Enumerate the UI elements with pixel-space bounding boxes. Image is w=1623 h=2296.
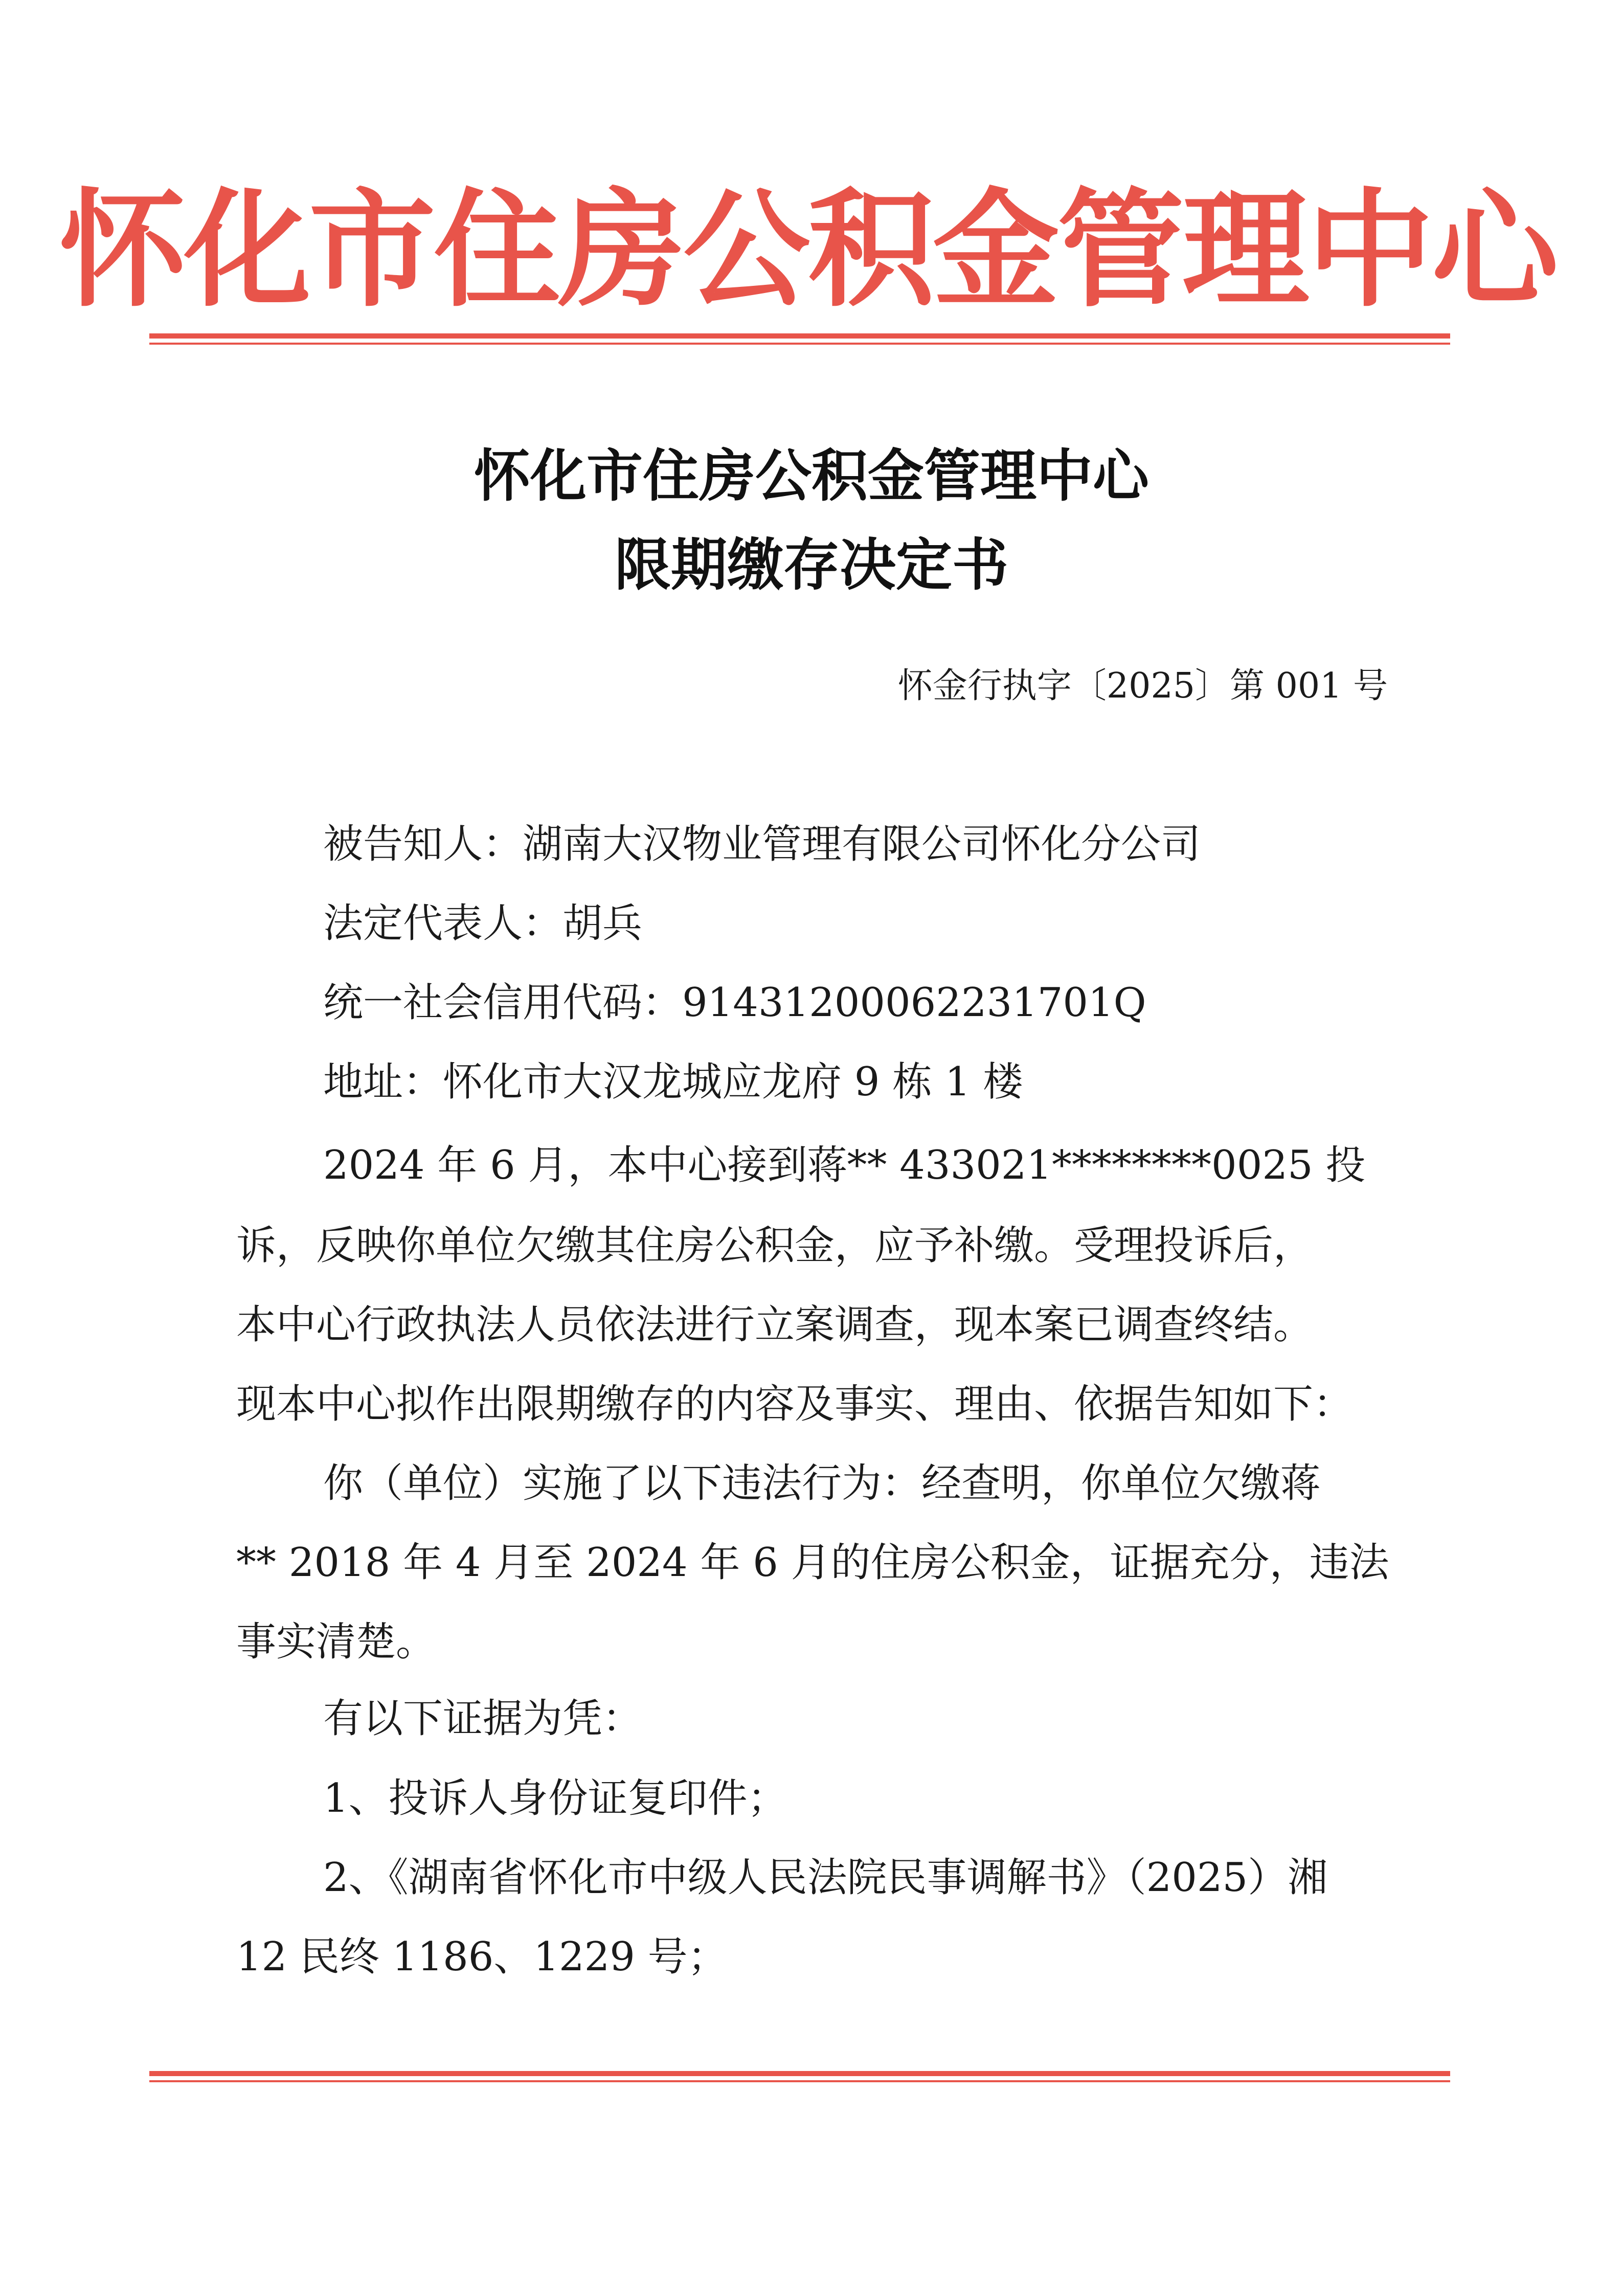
body-paragraph-line: 现本中心拟作出限期缴存的内容及事实、理由、依据告知如下： xyxy=(236,1381,1354,1427)
rule-thick-line xyxy=(149,2071,1450,2076)
evidence-item: 2、《湖南省怀化市中级人民法院民事调解书》（2025）湘 xyxy=(323,1855,1328,1901)
evidence-item: 1、投诉人身份证复印件； xyxy=(323,1775,787,1821)
letterhead-rule-top xyxy=(149,333,1450,345)
letterhead-title: 怀化市住房公积金管理中心 xyxy=(59,177,1557,324)
body-paragraph-line: 本中心行政执法人员依法进行立案调查，现本案已调查终结。 xyxy=(236,1302,1314,1348)
document-number: 怀金行执字〔2025〕第 001 号 xyxy=(897,666,1388,706)
rule-thick-line xyxy=(149,333,1450,339)
footer-rule xyxy=(149,2071,1450,2082)
body-paragraph-line: 诉，反映你单位欠缴其住房公积金，应予补缴。受理投诉后， xyxy=(236,1223,1314,1269)
document-title-line-1: 怀化市住房公积金管理中心 xyxy=(474,443,1149,509)
rule-thin-line xyxy=(149,2080,1450,2082)
body-paragraph-line: 2024 年 6 月，本中心接到蒋** 433021********0025 投 xyxy=(323,1142,1366,1188)
rule-thin-line xyxy=(149,343,1450,345)
address: 地址：怀化市大汉龙城应龙府 9 栋 1 楼 xyxy=(323,1059,1023,1105)
body-paragraph-line: 事实清楚。 xyxy=(236,1619,436,1665)
credit-code: 统一社会信用代码：91431200062231701Q xyxy=(323,980,1146,1026)
document-title-line-2: 限期缴存决定书 xyxy=(615,532,1008,598)
body-paragraph-line: ** 2018 年 4 月至 2024 年 6 月的住房公积金，证据充分，违法 xyxy=(236,1540,1389,1586)
evidence-item: 12 民终 1186、1229 号； xyxy=(236,1934,728,1980)
legal-representative: 法定代表人：胡兵 xyxy=(323,901,643,947)
evidence-heading: 有以下证据为凭： xyxy=(323,1696,643,1742)
notified-party: 被告知人：湖南大汉物业管理有限公司怀化分公司 xyxy=(323,821,1201,867)
body-paragraph-line: 你（单位）实施了以下违法行为：经查明，你单位欠缴蒋 xyxy=(323,1460,1321,1506)
